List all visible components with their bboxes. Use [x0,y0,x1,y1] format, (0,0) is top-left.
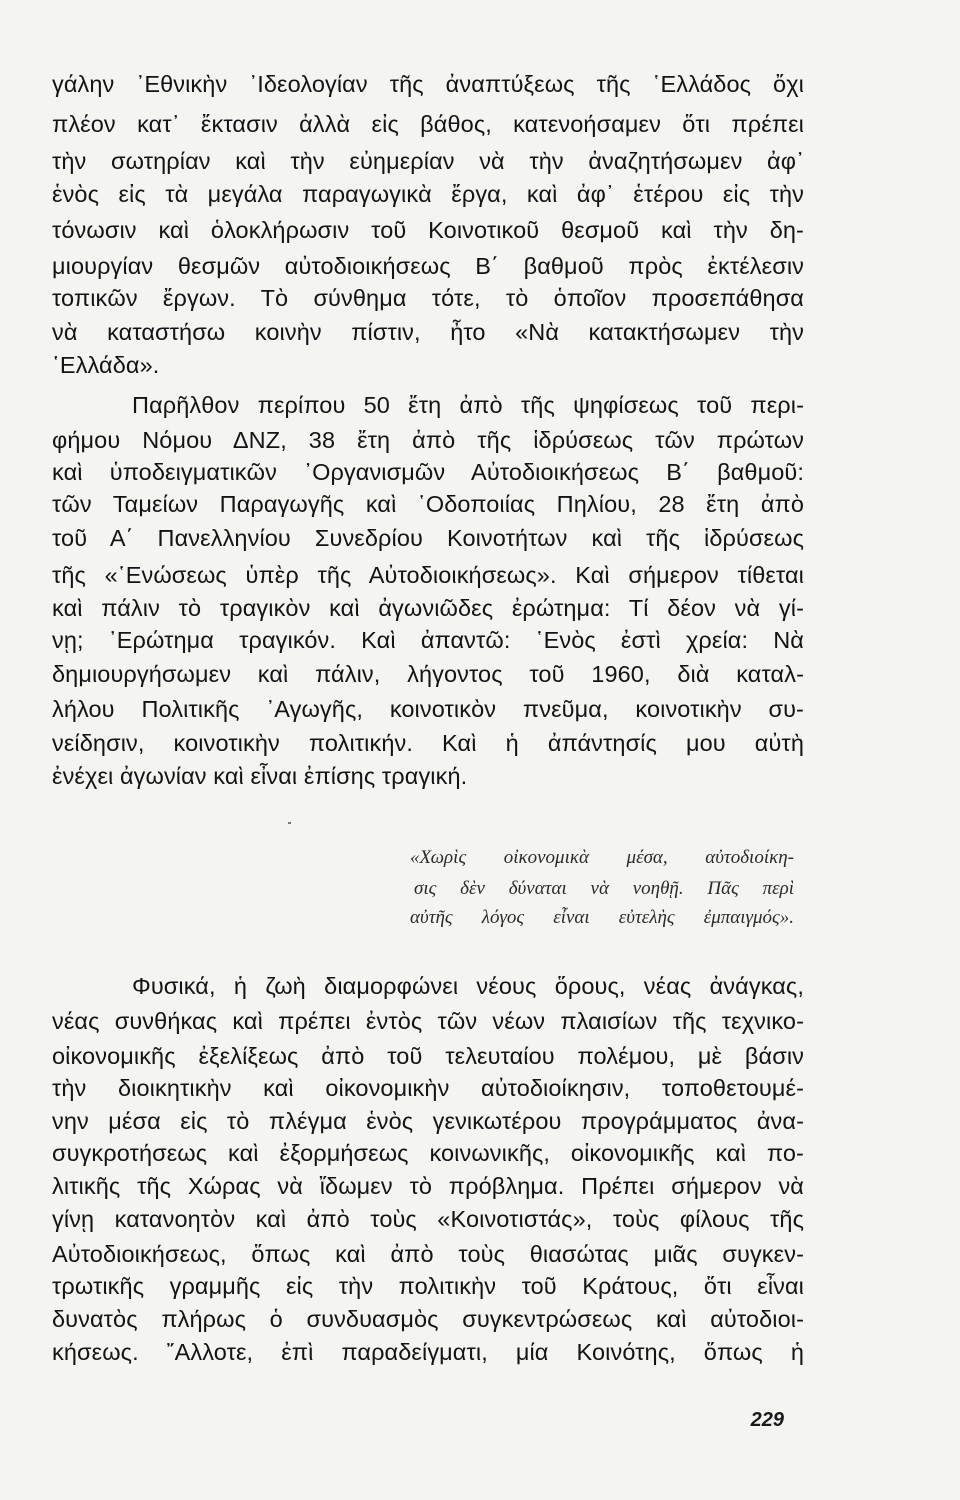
text-line: γάλην ᾿Εθνικὴν ᾿Ιδεολογίαν τῆς ἀναπτύξεως τῆς ῾Ελλάδος ὄχι [52,71,804,97]
text-line: δυνατὸς πλήρως ὁ συνδυασμὸς συγκεντρώσεως καὶ αὐτοδιοι- [52,1306,804,1332]
text-line: καὶ ὑποδειγματικῶν ᾿Οργανισμῶν Αὐτοδιοικήσεως Β΄ βαθμοῦ: [52,459,804,485]
text-line: τοπικῶν ἔργων. Τὸ σύνθημα τότε, τὸ ὁποῖον προσεπάθησα [52,285,804,311]
text-line: τὴν σωτηρίαν καὶ τὴν εὐημερίαν νὰ τὴν ἀναζητήσωμεν ἀφ᾿ [52,148,804,174]
text-line: ἑνὸς εἰς τὰ μεγάλα παραγωγικὰ ἔργα, καὶ ἀφ᾿ ἑτέρου εἰς τὴν [52,181,804,207]
text-line: κήσεως. ῎Αλλοτε, ἐπὶ παραδείγματι, μία Κοινότης, ὅπως ἡ [52,1339,804,1365]
text-line: Φυσικά, ἡ ζωὴ διαμορφώνει νέους ὅρους, νέας ἀνάγκας, [132,973,804,999]
text-line: γίνῃ κατανοητὸν καὶ ἀπὸ τοὺς «Κοινοτιστάς», τοὺς φίλους τῆς [52,1206,804,1232]
text-line: λιτικῆς τῆς Χώρας νὰ ἴδωμεν τὸ πρόβλημα. Πρέπει σήμερον νὰ [52,1173,804,1199]
text-line: νῃ; ᾿Ερώτημα τραγικόν. Καὶ ἀπαντῶ: ῾Ενὸς ἐστὶ χρεία: Νὰ [52,627,804,653]
text-line: δημιουργήσωμεν καὶ πάλιν, λήγοντος τοῦ 1960, διὰ καταλ- [52,661,804,687]
text-line: πλέον κατ᾿ ἔκτασιν ἀλλὰ εἰς βάθος, κατενοήσαμεν ὅτι πρέπει [52,111,804,137]
text-line: λήλου Πολιτικῆς ᾿Αγωγῆς, κοινοτικὸν πνεῦμα, κοινοτικὴν συ- [52,696,804,722]
text-line: τὴν διοικητικὴν καὶ οἰκονομικὴν αὐτοδιοίκησιν, τοποθετουμέ- [52,1075,804,1101]
text-line: καὶ πάλιν τὸ τραγικὸν καὶ ἀγωνιῶδες ἐρώτημα: Τί δέον νὰ γί- [52,595,804,621]
text-line: Παρῆλθον περίπου 50 ἔτη ἀπὸ τῆς ψηφίσεως τοῦ περι- [132,392,804,418]
print-speck [288,822,291,824]
page-number: 229 [750,1409,784,1431]
text-line: νέας συνθήκας καὶ πρέπει ἐντὸς τῶν νέων πλαισίων τῆς τεχνικο- [52,1008,804,1034]
text-line: μιουργίαν θεσμῶν αὐτοδιοικήσεως Β΄ βαθμοῦ πρὸς ἐκτέλεσιν [52,253,804,279]
text-line: Αὐτοδιοικήσεως, ὅπως καὶ ἀπὸ τοὺς θιασώτας μιᾶς συγκεν- [52,1241,804,1267]
text-line: τόνωσιν καὶ ὁλοκλήρωσιν τοῦ Κοινοτικοῦ θεσμοῦ καὶ τὴν δη- [52,217,804,243]
text-line: νὰ καταστήσω κοινὴν πίστιν, ἦτο «Νὰ κατακτήσωμεν τὴν [52,319,804,345]
text-line: νην μέσα εἰς τὸ πλέγμα ἑνὸς γενικωτέρου προγράμματος ἀνα- [52,1108,804,1134]
text-line: συγκροτήσεως καὶ ἐξορμήσεως κοινωνικῆς, οἰκονομικῆς καὶ πο- [52,1140,804,1166]
text-line: τοῦ Α΄ Πανελληνίου Συνεδρίου Κοινοτήτων καὶ τῆς ἱδρύσεως [52,525,804,551]
text-line: τρωτικῆς γραμμῆς εἰς τὴν πολιτικὴν τοῦ Κράτους, ὅτι εἶναι [52,1273,804,1299]
text-line: φήμου Νόμου ΔΝΖ, 38 ἔτη ἀπὸ τῆς ἱδρύσεως τῶν πρώτων [52,427,804,453]
quote-line: αὐτῆς λόγος εἶναι εὐτελὴς ἐμπαιγμός». [410,907,794,928]
text-line: ἐνέχει ἀγωνίαν καὶ εἶναι ἐπίσης τραγική. [52,763,468,789]
quote-line: «Χωρὶς οἰκονομικὰ μέσα, αὐτοδιοίκη- [410,847,794,868]
text-line: τῆς «῾Ενώσεως ὑπὲρ τῆς Αὐτοδιοικήσεως». Καὶ σήμερον τίθεται [52,562,804,588]
text-line: ῾Ελλάδα». [52,352,160,378]
text-line: οἰκονομικῆς ἐξελίξεως ἀπὸ τοῦ τελευταίου πολέμου, μὲ βάσιν [52,1043,804,1069]
text-line: τῶν Ταμείων Παραγωγῆς καὶ ῾Οδοποιίας Πηλίου, 28 ἔτη ἀπὸ [52,491,804,517]
quote-line: σις δὲν δύναται νὰ νοηθῇ. Πᾶς περὶ [414,878,794,899]
text-line: νείδησιν, κοινοτικὴν πολιτικήν. Καὶ ἡ ἀπάντησίς μου αὐτὴ [52,730,804,756]
